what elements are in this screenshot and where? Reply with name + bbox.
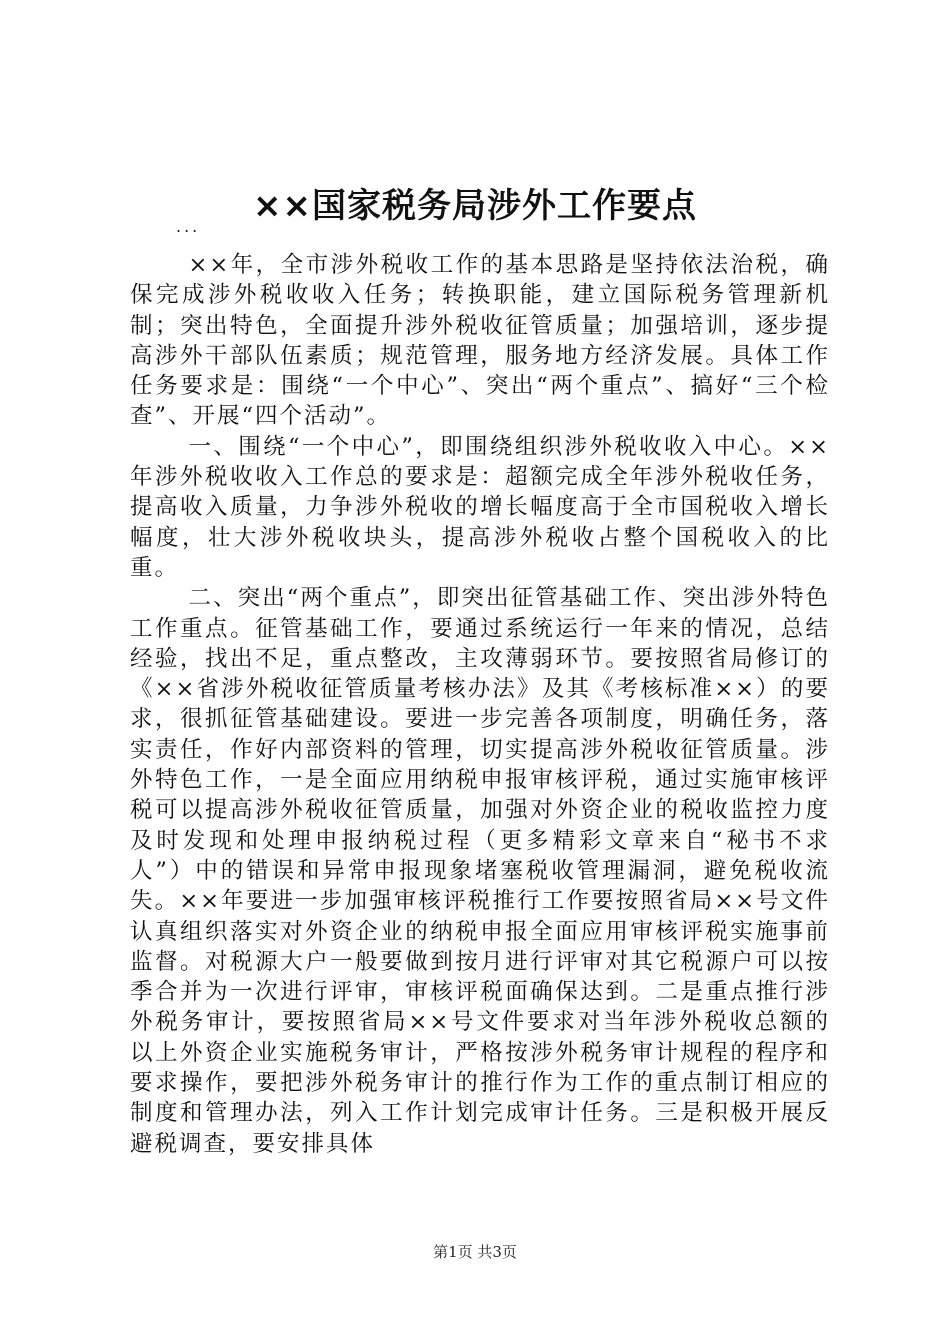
document-title: ××国家税务局涉外工作要点 [253, 186, 697, 226]
paragraph-one-center: 一、围绕“一个中心”，即围绕组织涉外税收收入中心。××年涉外税收收入工作总的要求是：超额完成全年涉外税收任务，提高收入质量，力争涉外税收的增长幅度高于全市国税收入增长幅度，壮大涉外税收块头，提高涉外税收占整个国税收入的比重。 [130, 433, 830, 581]
paragraph-two-focus: 二、突出“两个重点”，即突出征管基础工作、突出涉外特色工作重点。征管基础工作，要通过系统运行一年来的情况，总结经验，找出不足，重点整改，主攻薄弱环节。要按照省局修订的《××省涉外税收征管质量考核办法》及其《考核标准××）的要求，很抓征管基础建设。要进一步完善各项制度，明确任务，落实责任，作好内部资料的管理，切实提高涉外税收征管质量。涉外特色工作，一是全面应用纳税申报审核评税，通过实施审核评税可以提高涉外税收征管质量，加强对外资企业的税收监控力度及时发现和处理申报纳税过程（更多精彩文章来自“秘书不求人”）中的错误和异常申报现象堵塞税收管理漏洞，避免税收流失。××年要进一步加强审核评税推行工作要按照省局××号文件认真组织落实对外资企业的纳税申报全面应用审核评税实施事前监督。对税源大户一般要做到按月进行评审对其它税源户可以按季合并为一次进行评审，审核评税面确保达到。二是重点推行涉外税务审计，要按照省局××号文件要求对当年涉外税收总额的以上外资企业实施税务审计，严格按涉外税务审计规程的程序和要求操作，要把涉外税务审计的推行作为工作的重点制订相应的制度和管理办法，列入工作计划完成审计任务。三是积极开展反避税调查，要安排具体 [130, 585, 830, 1157]
document-body [130, 250, 830, 1159]
ellipsis-marker: ... [176, 217, 201, 236]
paragraph-intro: ××年，全市涉外税收工作的基本思路是坚持依法治税，确保完成涉外税收收入任务；转换职能，建立国际税务管理新机制；突出特色，全面提升涉外税收征管质量；加强培训，逐步提高涉外干部队伍素质；规范管理，服务地方经济发展。具体工作任务要求是：围绕“一个中心”、突出“两个重点”、搞好“三个检查”、开展“四个活动”。 [130, 252, 830, 430]
page-number: 第1页 共3页 [433, 1243, 517, 1261]
